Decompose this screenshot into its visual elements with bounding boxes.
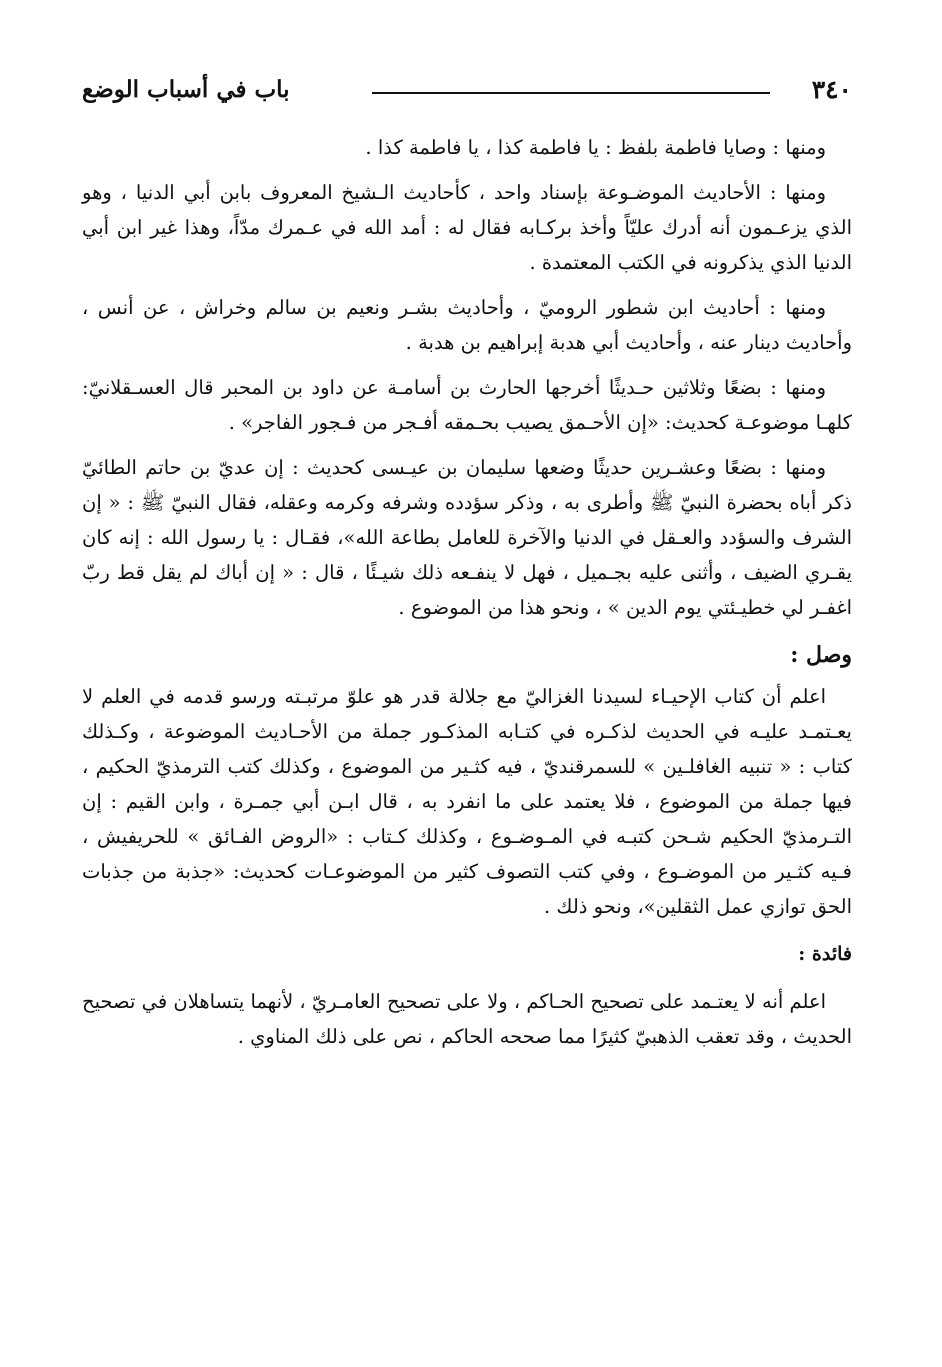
paragraph-faida: اعلم أنه لا يعتـمد على تصحيح الحـاكم ، ولا على تصحيح العامـريّ ، لأنهما يتساهلان في تصحيح الحديث ، وقد تعقب الذهبيّ كثيرًا مما صححه الحاكم ، نص على ذلك المناوي . — [82, 990, 852, 1048]
paragraph-fatima: ومنها : وصايا فاطمة بلفظ : يا فاطمة كذا ، يا فاطمة كذا . — [365, 136, 826, 159]
page-number: ٣٤٠ — [811, 75, 852, 104]
paragraph-ibn-abi-dunya: ومنها : الأحاديث الموضـوعة بإسناد واحد ، كأحاديث الـشيخ المعروف بابن أبي الدنيا ، وهو الذي يزعـمون أنه أدرك عليّاً وأخذ بركـابه فقال له : أمد الله في عـمرك مدّاً، وهذا غير ابن أبي الدنيا الذي يذكرونه في الكتب المعتمدة . — [82, 181, 852, 274]
paragraph-sulayman-ibn-isa: ومنها : بضعًا وعشـرين حديثًا وضعها سليمان بن عيـسى كحديث : إن عديّ بن حاتم الطائيّ ذكر أباه بحضرة النبيّ ﷺ وأطرى به ، وذكر سؤدده وشرفه وكرمه وعقله، فقال النبيّ ﷺ : « إن الشرف والسؤدد والعـقل في الدنيا والآخرة للعامل بطاعة الله»، فقـال : يا رسول الله : إنه كان يقـري الضيف ، وأثنى عليه بجـميل ، فهل لا ينفـعه ذلك شيـئًا ، قال : « إن أباك لم يقل قط ربّ اغفـر لي خطيـئتي يوم الدين » ، ونحو هذا من الموضوع . — [82, 456, 852, 619]
section-heading-wasl: وصل : — [790, 642, 852, 668]
paragraph-ibn-shatur: ومنها : أحاديث ابن شطور الروميّ ، وأحاديث بشـر ونعيم بن سالم وخراش ، عن أنس ، وأحاديث دينار عنه ، وأحاديث أبي هدبة إبراهيم بن هدبة . — [82, 296, 852, 354]
chapter-title: باب في أسباب الوضع — [82, 76, 290, 103]
page-body — [82, 130, 852, 1064]
section-heading-faida: فائدة : — [798, 943, 852, 965]
page-header — [82, 70, 852, 118]
header-rule — [372, 92, 770, 94]
paragraph-wasl: اعلم أن كتاب الإحيـاء لسيدنا الغزاليّ مع جلالة قدر هو علوّ مرتبـته ورسو قدمه في العلم لا يعـتمـد عليـه في الحديث لذكـره في كتـابه المذكـور جملة من الأحـاديث الموضوعة ، وكـذلك كتاب : « تنبيه الغافلـين » للسمرقنديّ ، فيه كثـير من الموضوع ، وكذلك كتب الترمذيّ الحكيم ، فيها جملة من الموضوع ، فلا يعتمد على ما انفرد به ، قال ابـن أبي جمـرة ، وابن القيم : إن التـرمذيّ الحكيم شـحن كتبـه في المـوضـوع ، وكذلك كـتاب : «الروض الفـائق » للحريفيش ، فـيه كثـير من الموضـوع ، وفي كتب التصوف كثير من الموضوعـات كحديث: «جذبة من جذبات الحق توازي عمل الثقلين»، ونحو ذلك . — [82, 685, 852, 918]
paragraph-harith-ibn-usama: ومنها : بضعًا وثلاثين حـديثًا أخرجها الحارث بن أسامـة عن داود بن المحبر قال العسـقلانيّ: كلهـا موضوعـة كحديث: «إن الأحـمق يصيب بحـمقه أفـجر من فـجور الفاجر» . — [82, 376, 852, 434]
